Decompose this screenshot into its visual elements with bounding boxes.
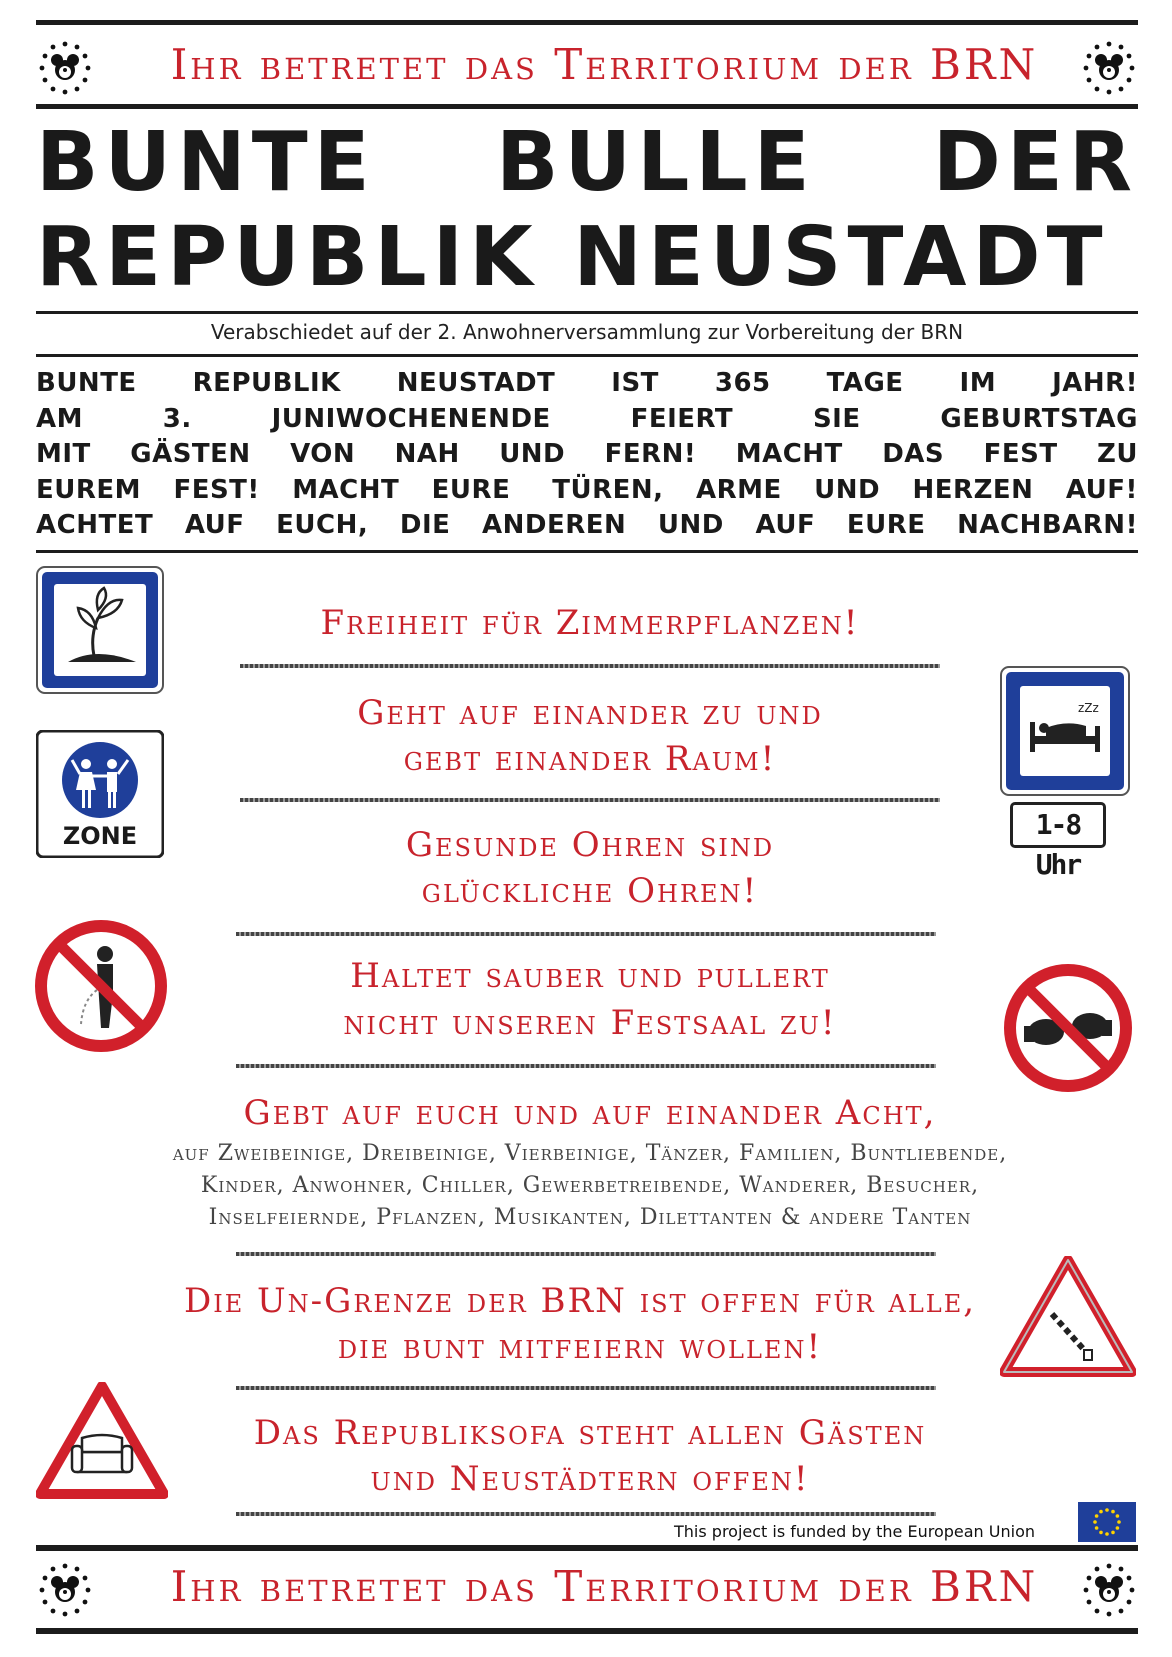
no-fighting-sign-icon	[1004, 964, 1132, 1092]
mouse-emblem-icon	[36, 38, 94, 96]
rule-sofa-line1: Das Republiksofa steht allen Gästen	[253, 1413, 927, 1453]
zone-label: ZONE	[62, 822, 138, 850]
separator	[240, 664, 940, 668]
rule-care-list-line2: Kinder, Anwohner, Chiller, Gewerbetreibende, Wanderer, Besucher,	[200, 1173, 980, 1198]
eu-flag-icon	[1078, 1502, 1136, 1542]
mouse-emblem-icon	[1080, 38, 1138, 96]
no-peeing-sign-icon	[35, 920, 167, 1052]
eu-funding-text: This project is funded by the European Union	[674, 1522, 1035, 1541]
bottom-rule-2	[36, 1628, 1138, 1634]
intro-line: BUNTE REPUBLIK NEUSTADT IST 365 TAGE IM JAHR!	[36, 368, 1138, 398]
rule-space-line1: Geht auf einander zu und	[357, 693, 823, 733]
title-word: BUNTE	[36, 115, 376, 210]
sleep-hours-text: 1-8 Uhr	[1035, 808, 1081, 881]
houseplant-sign-icon	[36, 566, 164, 694]
top-banner	[36, 34, 1138, 96]
bottom-rule-1	[36, 1545, 1138, 1551]
rule-ears-line2: glückliche Ohren!	[421, 871, 759, 911]
title-word: BULLE	[496, 115, 816, 210]
sleep-sign-icon	[1000, 666, 1130, 796]
rule-border-line2: die bunt mitfeiern wollen!	[337, 1327, 823, 1367]
title-rule	[36, 311, 1138, 314]
top-rule-2	[36, 104, 1138, 109]
intro-line: EUREM FEST! MACHT EURE TÜREN, ARME UND HERZEN AUF!	[36, 474, 1138, 505]
rule-space-line2: gebt einander Raum!	[403, 739, 777, 779]
open-barrier-sign-icon	[1000, 1256, 1136, 1378]
mouse-emblem-icon	[1080, 1560, 1138, 1618]
subtitle-rule	[36, 354, 1138, 357]
rule-clean-line2: nicht unseren Festsaal zu!	[343, 1003, 837, 1043]
separator	[236, 1064, 936, 1068]
banner-text: Ihr betretet das Territorium der BRN	[170, 1562, 1039, 1611]
rule-care: Gebt auf euch und auf einander Acht,	[243, 1093, 937, 1133]
intro-line: ACHTET AUF EUCH, DIE ANDEREN UND AUF EURE NACHBARN!	[36, 510, 1138, 541]
banner-text: Ihr betretet das Territorium der BRN	[170, 40, 1039, 89]
mouse-emblem-icon	[36, 1560, 94, 1618]
title-line-1	[36, 115, 1138, 211]
rule-care-list-line1: auf Zweibeinige, Dreibeinige, Vierbeinige, Tänzer, Familien, Buntliebende,	[172, 1141, 1008, 1166]
rule-border-line1: Die Un-Grenze der BRN ist offen für alle,	[183, 1281, 977, 1321]
title-line-2: REPUBLIK NEUSTADT	[36, 210, 1109, 305]
subtitle: Verabschiedet auf der 2. Anwohnerversammlung zur Vorbereitung der BRN	[210, 320, 964, 344]
title-word: DER	[932, 115, 1138, 210]
intro-paragraph	[36, 366, 1138, 544]
separator	[236, 932, 936, 936]
separator	[236, 1386, 936, 1390]
intro-line: AM 3. JUNIWOCHENENDE FEIERT SIE GEBURTSTAG	[36, 403, 1138, 434]
separator	[236, 1252, 936, 1256]
svg-text:zZz: zZz	[1078, 701, 1099, 715]
rule-plants: Freiheit für Zimmerpflanzen!	[320, 603, 860, 643]
top-rule-1	[36, 20, 1138, 25]
intro-rule	[36, 550, 1138, 553]
rule-sofa-line2: und Neustädtern offen!	[370, 1459, 810, 1499]
separator	[240, 798, 940, 802]
bottom-banner	[36, 1556, 1138, 1618]
rule-clean-line1: Haltet sauber und pullert	[350, 956, 830, 996]
rule-care-list-line3: Inselfeiernde, Pflanzen, Musikanten, Dilettanten & andere Tanten	[208, 1205, 972, 1230]
separator	[236, 1512, 936, 1516]
rule-ears-line1: Gesunde Ohren sind	[405, 825, 775, 865]
intro-line: MIT GÄSTEN VON NAH UND FERN! MACHT DAS FEST ZU	[36, 439, 1138, 470]
sleep-hours-plate	[1010, 802, 1106, 881]
